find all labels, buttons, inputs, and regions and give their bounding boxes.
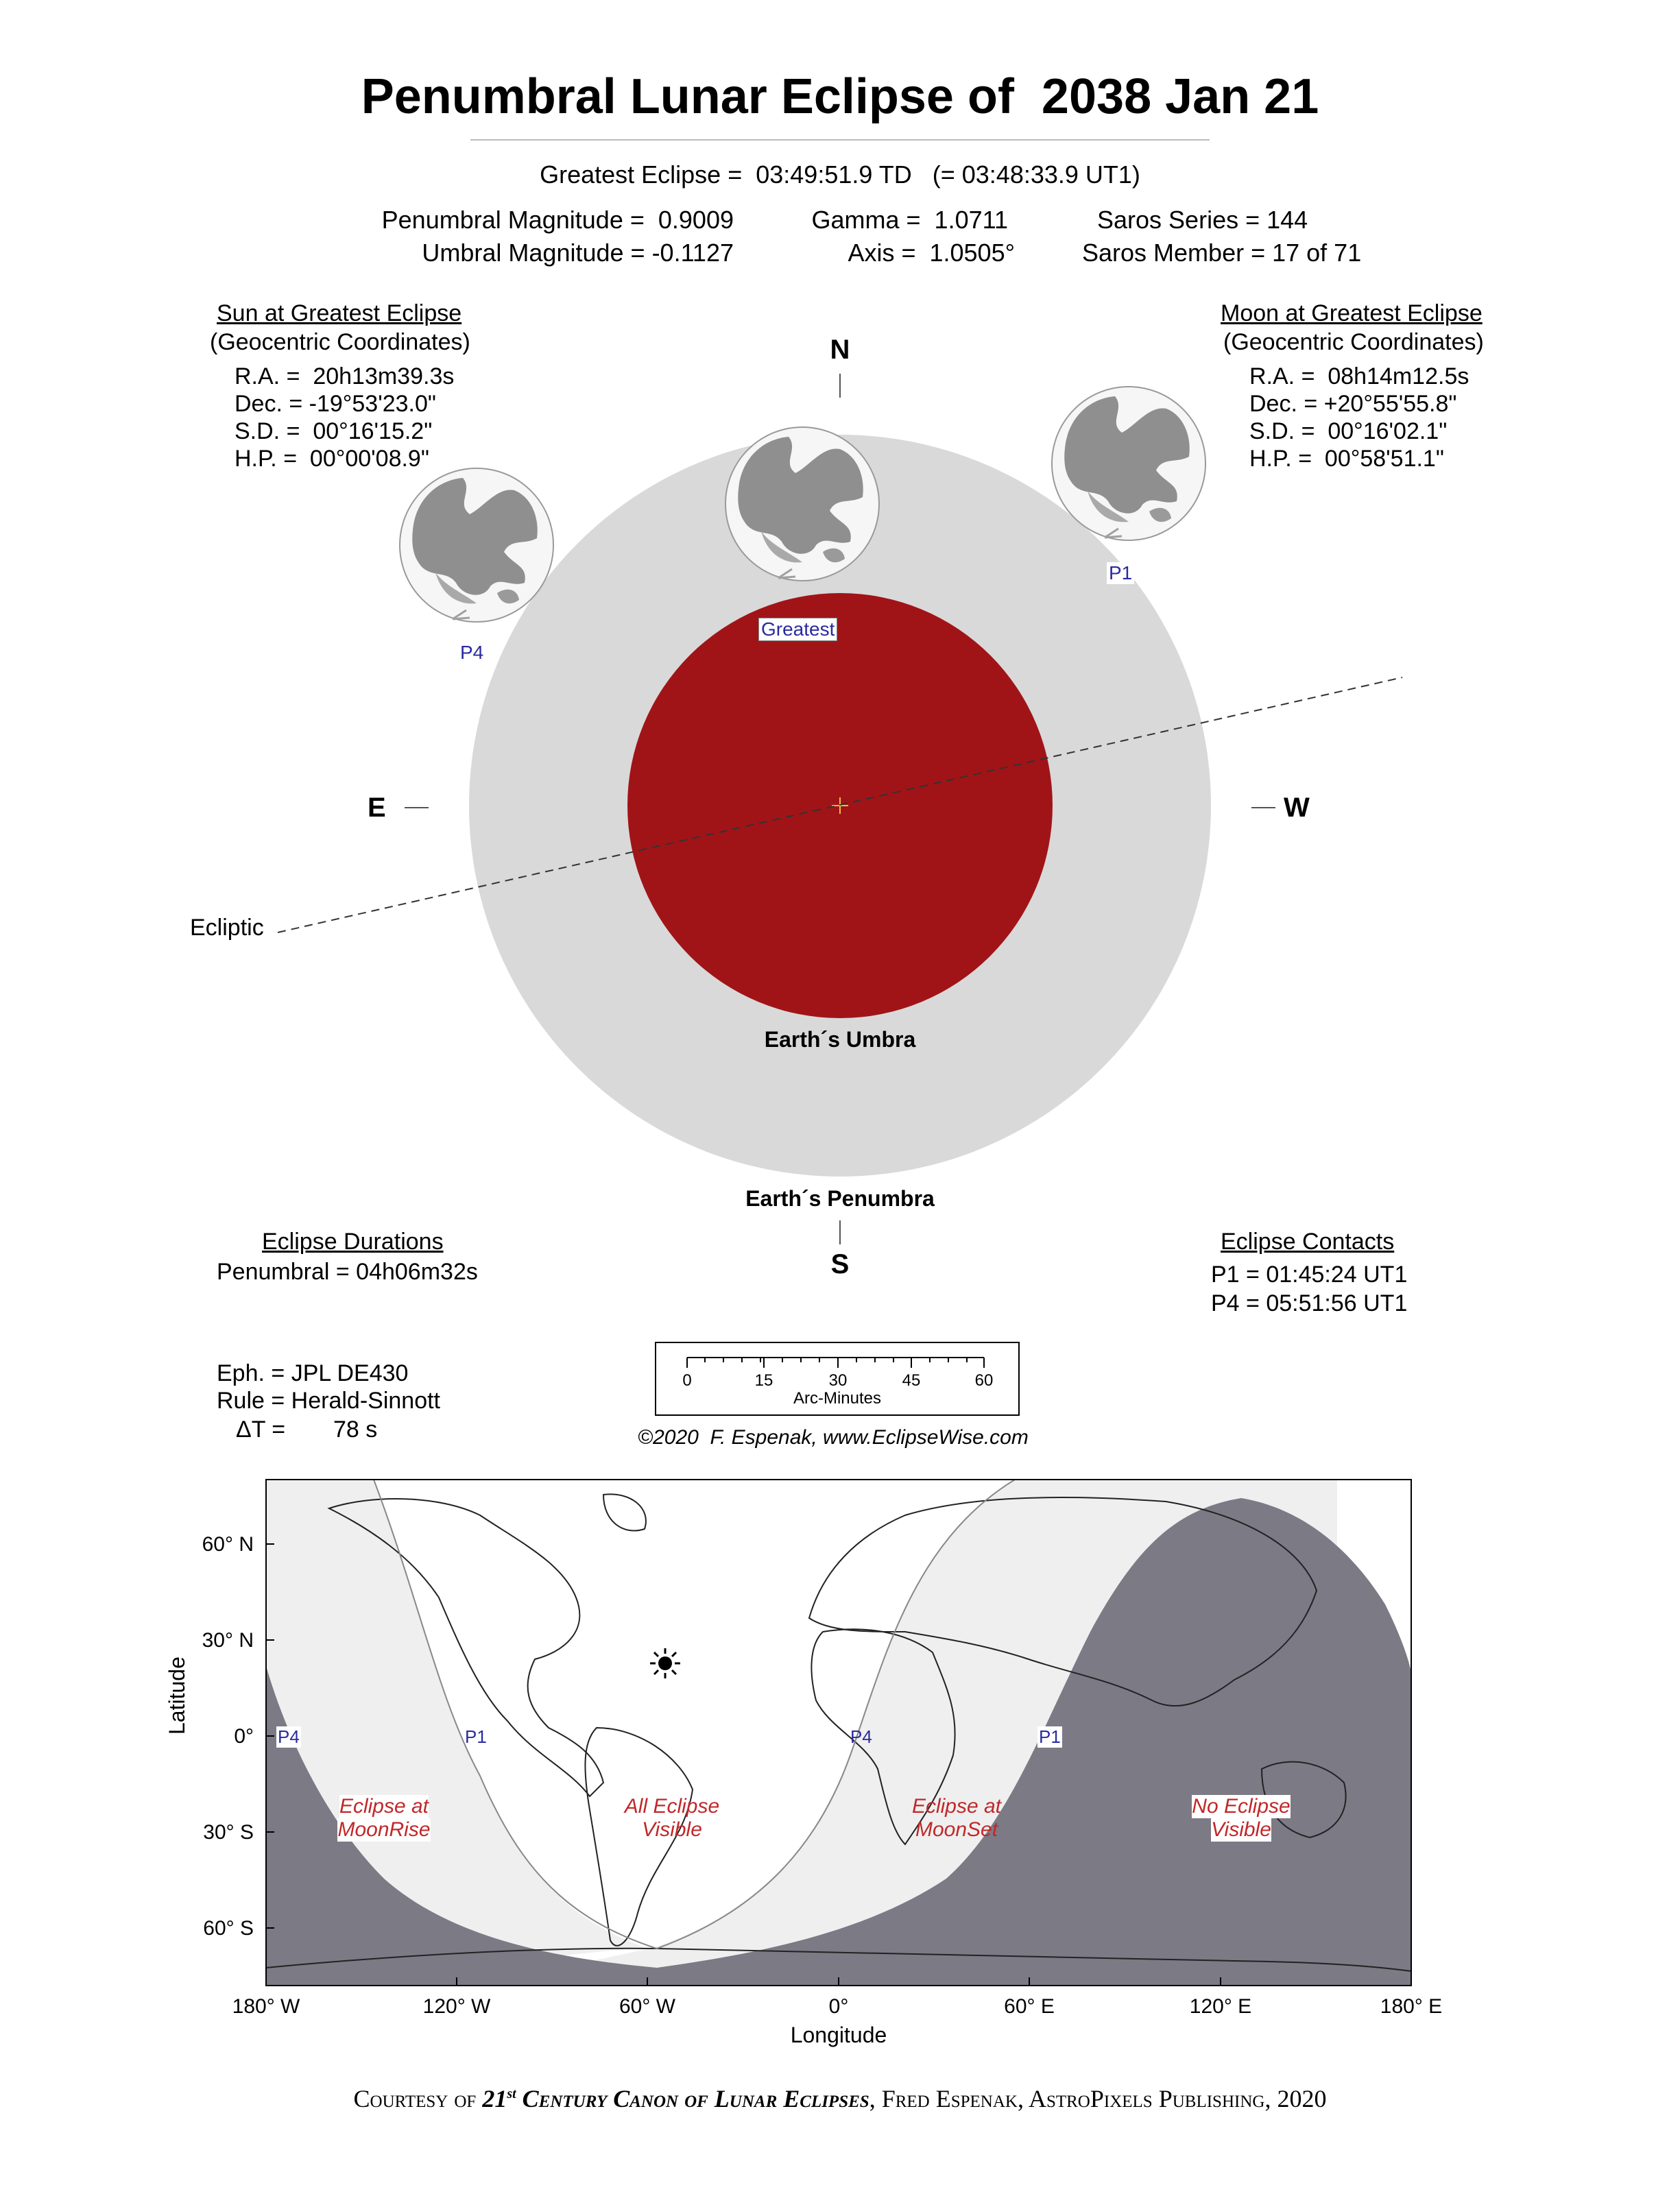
delta-t-label: ΔT = <box>236 1417 286 1443</box>
footer-publisher: , Fred Espenak, AstroPixels Publishing, 2020 <box>869 2085 1327 2112</box>
region-all-line1: All Eclipse <box>624 1795 720 1818</box>
region-all-visible <box>610 1795 734 1842</box>
footer-courtesy: Courtesy of <box>353 2085 483 2112</box>
greatest-label: Greatest <box>758 618 837 641</box>
moon-subheading: (Geocentric Coordinates) <box>1223 329 1484 355</box>
region-moonrise <box>329 1795 439 1842</box>
region-moonset-line1: Eclipse at <box>911 1795 1002 1818</box>
contact-p4: P4 = 05:51:56 UT1 <box>1211 1290 1408 1316</box>
map-xlabel: Longitude <box>790 2023 887 2047</box>
p4-label: P4 <box>460 642 484 663</box>
lon-tick-120w: 120° W <box>422 1995 491 2018</box>
region-no-eclipse <box>1183 1795 1299 1842</box>
moon-dec: Dec. = +20°55'55.8" <box>1249 391 1457 417</box>
lon-tick-60w: 60° W <box>619 1995 676 2018</box>
scale-tick-15: 15 <box>754 1371 773 1390</box>
scale-tick-0: 0 <box>682 1371 692 1390</box>
greatest-eclipse-time: Greatest Eclipse = 03:49:51.9 TD (= 03:48:33.9 UT1) <box>540 160 1140 189</box>
gamma: Gamma = 1.0711 <box>811 206 1008 234</box>
durations-heading: Eclipse Durations <box>262 1229 444 1255</box>
lon-tick-180w: 180° W <box>232 1995 300 2018</box>
footer-credit <box>0 2084 1680 2113</box>
lon-tick-120e: 120° E <box>1189 1995 1252 2018</box>
scale-tick-45: 45 <box>902 1371 921 1390</box>
lat-tick-30n: 30° N <box>202 1629 254 1652</box>
map-p4-west: P4 <box>278 1726 300 1747</box>
saros-member: Saros Member = 17 of 71 <box>1082 239 1362 267</box>
lat-tick-30s: 30° S <box>203 1821 254 1844</box>
footer-book-sup: st <box>507 2086 516 2101</box>
sun-dec: Dec. = -19°53'23.0" <box>235 391 436 417</box>
moon-heading: Moon at Greatest Eclipse <box>1221 300 1483 326</box>
lon-tick-180e: 180° E <box>1380 1995 1443 2018</box>
contact-p1: P1 = 01:45:24 UT1 <box>1211 1262 1408 1288</box>
sun-sd: S.D. = 00°16'15.2" <box>235 418 433 444</box>
region-none-line2: Visible <box>1211 1818 1271 1841</box>
scale-tick-30: 30 <box>828 1371 848 1390</box>
east-label: E <box>368 793 386 823</box>
lon-tick-60e: 60° E <box>1004 1995 1055 2018</box>
region-moonrise-line1: Eclipse at <box>339 1795 429 1818</box>
scale-tick-60: 60 <box>974 1371 994 1390</box>
ecliptic-label: Ecliptic <box>190 915 264 941</box>
region-none-line1: No Eclipse <box>1192 1795 1291 1818</box>
umbral-magnitude: Umbral Magnitude = -0.1127 <box>422 239 734 267</box>
map-p4-east: P4 <box>850 1726 872 1747</box>
west-label: W <box>1284 793 1310 823</box>
sun-hp: H.P. = 00°00'08.9" <box>235 446 429 472</box>
footer-book-title: Century Canon of Lunar Eclipses <box>516 2085 869 2112</box>
map-p1-west: P1 <box>465 1726 487 1747</box>
lat-tick-60s: 60° S <box>203 1917 254 1940</box>
delta-rule: Rule = Herald-Sinnott <box>217 1388 441 1414</box>
saros-series: Saros Series = 144 <box>1097 206 1308 234</box>
sun-subheading: (Geocentric Coordinates) <box>210 329 470 355</box>
copyright: ©2020 F. Espenak, www.EclipseWise.com <box>638 1426 1029 1449</box>
p1-label: P1 <box>1107 562 1134 584</box>
delta-t-value: 78 s <box>333 1417 378 1443</box>
region-moonset <box>898 1795 1015 1842</box>
axis: Axis = 1.0505° <box>848 239 1015 267</box>
penumbral-duration: Penumbral = 04h06m32s <box>217 1259 478 1285</box>
map-p1-east: P1 <box>1039 1726 1061 1747</box>
moon-ra: R.A. = 08h14m12.5s <box>1249 363 1469 389</box>
sun-ra: R.A. = 20h13m39.3s <box>235 363 455 389</box>
contacts-heading: Eclipse Contacts <box>1221 1229 1395 1255</box>
region-moonrise-line2: MoonRise <box>337 1818 431 1841</box>
page-title: Penumbral Lunar Eclipse of 2038 Jan 21 <box>361 69 1319 124</box>
scale-label: Arc-Minutes <box>793 1389 882 1408</box>
moon-hp: H.P. = 00°58'51.1" <box>1249 446 1444 472</box>
region-all-line2: Visible <box>642 1818 702 1841</box>
lat-tick-0: 0° <box>234 1725 254 1748</box>
ephemeris: Eph. = JPL DE430 <box>217 1360 409 1386</box>
sun-heading: Sun at Greatest Eclipse <box>217 300 462 326</box>
footer-book-num: 21 <box>482 2085 507 2112</box>
lat-tick-60n: 60° N <box>202 1533 254 1556</box>
penumbral-magnitude: Penumbral Magnitude = 0.9009 <box>381 206 734 234</box>
map-ylabel: Latitude <box>165 1656 189 1735</box>
sun-symbol <box>650 1648 680 1678</box>
penumbra-label: Earth´s Penumbra <box>745 1186 935 1211</box>
south-label: S <box>830 1249 850 1279</box>
umbra-label: Earth´s Umbra <box>764 1027 916 1052</box>
region-moonset-line2: MoonSet <box>915 1818 998 1841</box>
lon-tick-0: 0° <box>828 1995 849 2018</box>
north-label: N <box>830 335 850 365</box>
moon-sd: S.D. = 00°16'02.1" <box>1249 418 1448 444</box>
